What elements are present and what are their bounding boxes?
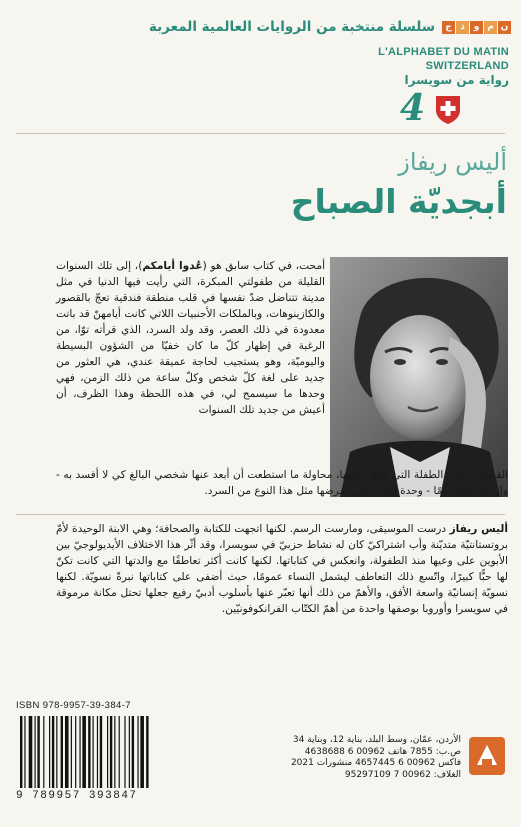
blurb-paragraph	[56, 258, 325, 418]
divider	[16, 514, 505, 515]
isbn-text: ISBN 978-9957-39-384-7	[16, 700, 131, 711]
brand-letter: م	[484, 21, 497, 34]
collection-name-fr: L'ALPHABET DU MATIN	[378, 46, 509, 58]
blurb-body: )، إلى تلك السنوات القليلة من طفولتي المبكرة، التي رأيت فيها الدنيا في مثل مدينة تتناضل ضدّ نفسها في قلب منطقة فندقية تعجّ بالقصور والكازينوهات، وبالملكات الأجنبيات اللاتي كانت أيامهنّ قد باتت معدودة في ذلك العصر، وقد ولد السرد، الذي قرأته توّا، من الرغبة في إظهار كلّ ما كان خفيّا من الشؤون البسيطة واليوميّة، وهو يستجيب لحاجة عميقة عندي، هي العثور من جديد على لغة كلّ شخص وكلّ ساعة من ذلك الزمن، فهي وحدها ما سيسمح لي، في هذه اللحظة وهذا الظرف، أن أعيش من جديد تلك السنوات	[56, 260, 325, 416]
brand-letter: ن	[498, 21, 511, 34]
volume-number: 4	[399, 87, 425, 129]
publisher-info	[221, 735, 461, 781]
cover-credit: الغلاف: 00962 7 95297109	[344, 769, 461, 780]
previous-book-title: عُدوا أيامكم	[142, 260, 203, 272]
blurb-continuation: القصيرة بقلب الطفلة التي كنتها وعينها، محاولة ما استطعت أن أبعد عنها شخصي البالغ كي لا أفسد به - وإن لم أنجح دومًا - وحدة النبرة التي يفرضها مثل هذا النوع من السرد.	[56, 469, 508, 497]
publisher-phone: ص.ب: 7855 هاتف 00962 6 4638688	[304, 746, 461, 757]
brand-letter: ج	[442, 21, 455, 34]
author-bio	[56, 521, 508, 617]
brand-letter: ذ	[456, 21, 469, 34]
divider	[16, 133, 505, 134]
bio-author-name: أليس ريفاز	[449, 523, 509, 535]
barcode-block	[16, 700, 194, 810]
publisher-fax: فاكس 00962 6 4657445 منشورات 2021	[290, 758, 461, 768]
collection-name-ar: رواية من سويسرا	[404, 73, 509, 87]
bio-text: درست الموسيقى، ومارست الرسم. لكنها اتجهت للكتابة والصحافة؛ وهي الابنة الوحيدة لأمّ بروتستانتيّة متديّنة وأب اشتراكيّ كان له نشاط حزبيّ في سويسرا، وقد أثّر هذا الاختلاف الأيديولوجيّ بين الأبوين على وعيها منذ الطفولة، وانعكس في كتاباتها. لكنها كانت أكثر تعاطفًا مع والدتها التي كانت تكنّ لها حبًّا كبيرًا، واتّسع ذلك التعاطف ليشمل النساء عمومًا، حيث أضفى على كتاباتها نبرةً نسويّة. لكنها نسويّة إنسانيّة واسعة الأفق، والأهمّ من ذلك أنها تعبّر عنها بأسلوب أدبيّ رفيع جعلها تحتل مكانة مرموقة في سويسرا وأوروبا بوصفها واحدة من أهمّ الكتّاب الفرانكوفونيّين.	[56, 523, 508, 615]
collection-country-fr: SWITZERLAND	[425, 60, 509, 72]
publisher-logo	[467, 735, 507, 777]
series-banner	[10, 14, 511, 40]
swiss-shield-icon	[435, 95, 461, 125]
series-title: سلسلة منتخبة من الروايات العالمية المعربة	[148, 19, 435, 35]
publisher-address: الأردن، عمّان، وسط البلد، بناية 12، وبناية 34	[292, 735, 461, 745]
blurb-intro: أمحت، في كتاب سابق هو (	[202, 260, 326, 272]
brand-logo	[441, 21, 511, 34]
collection-label	[249, 45, 509, 88]
book-title: أبجديّة الصباح	[290, 182, 507, 221]
barcode-digits: 9 789957 393847	[16, 790, 138, 802]
barcode-icon	[16, 714, 186, 790]
brand-letter: و	[470, 21, 483, 34]
author-name: أليس ريفاز	[398, 148, 507, 176]
author-photo	[330, 257, 508, 497]
